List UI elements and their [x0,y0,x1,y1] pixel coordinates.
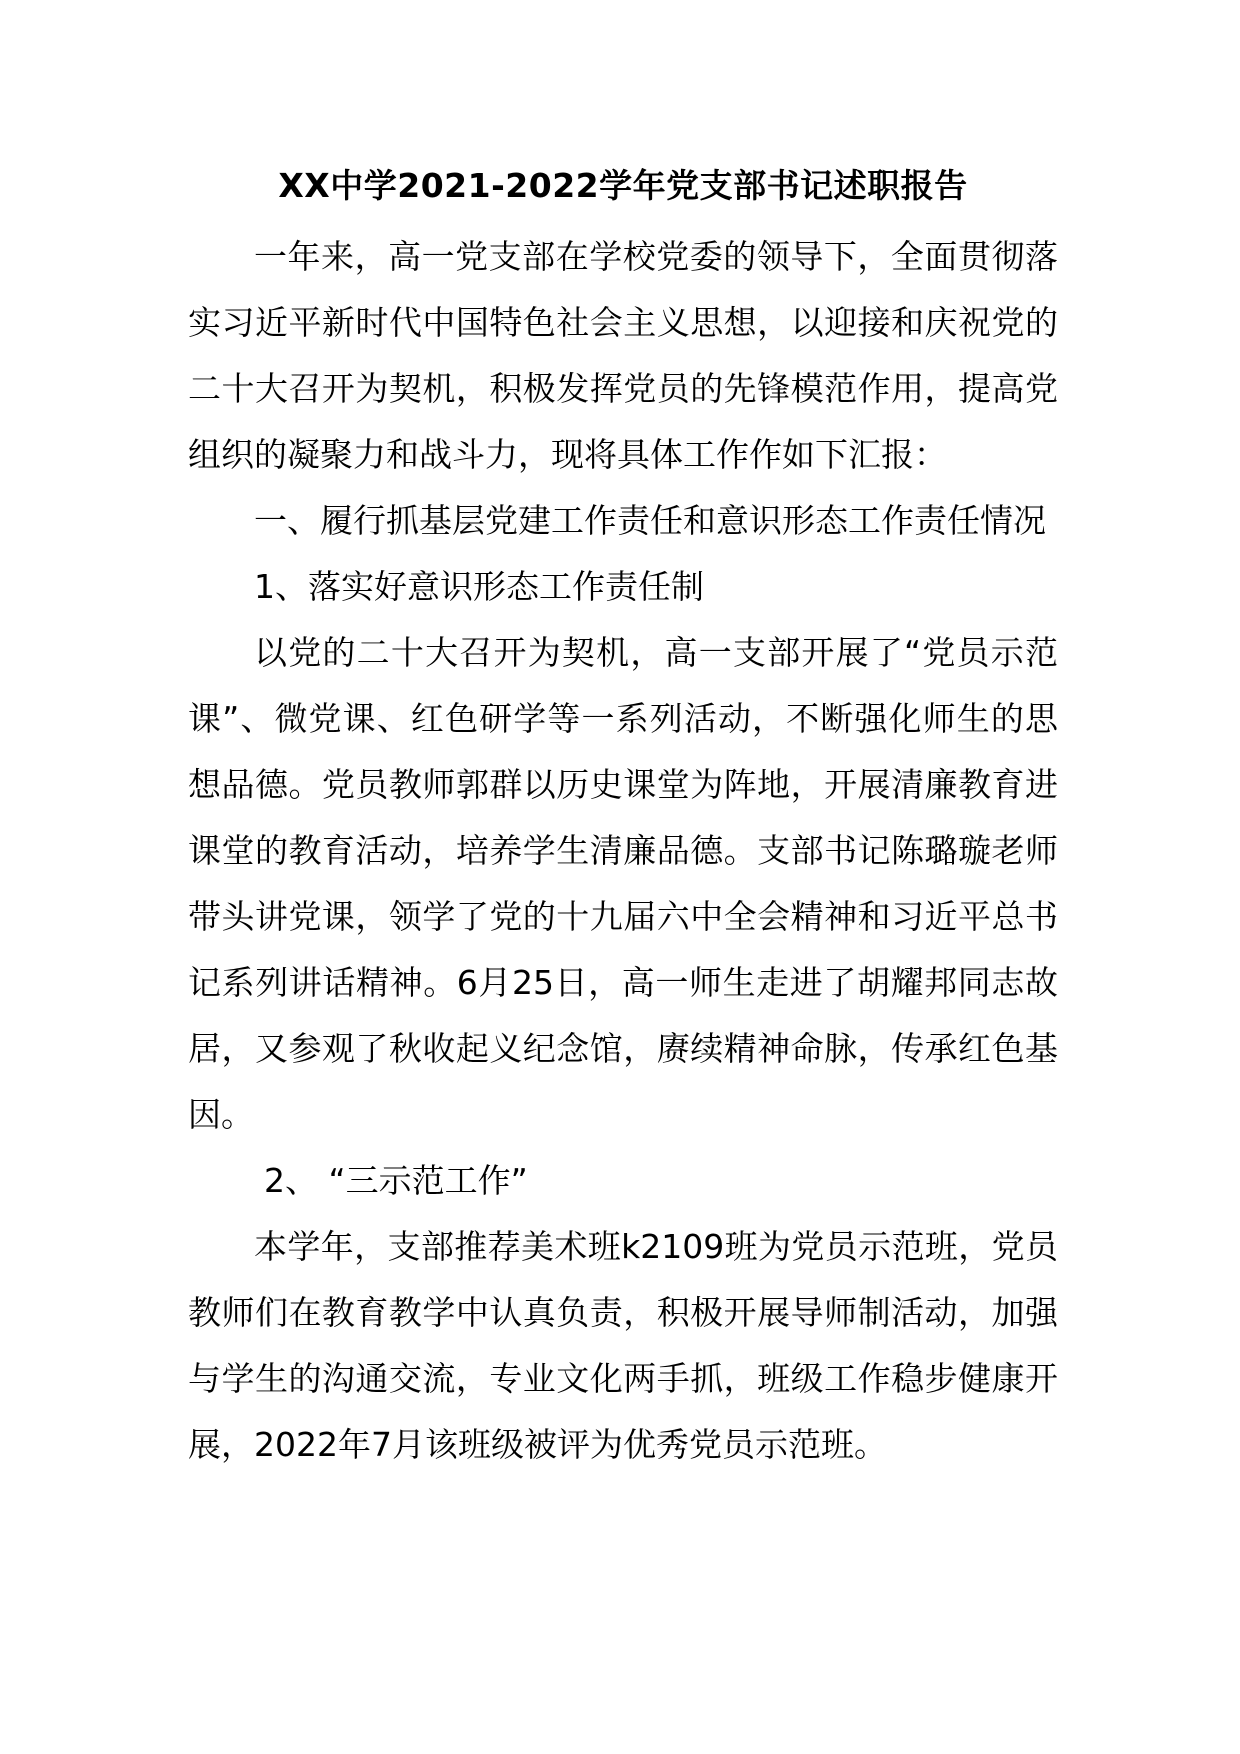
document-body [188,160,1058,1478]
body-paragraph-1: 以党的二十大召开为契机，高一支部开展了“党员示范课”、微党课、红色研学等一系列活动，不断强化师生的思想品德。党员教师郭群以历史课堂为阵地，开展清廉教育进课堂的教育活动，培养学生清廉品德。支部书记陈璐璇老师带头讲党课，领学了党的十九届六中全会精神和习近平总书记系列讲话精神。6月25日，高一师生走进了胡耀邦同志故居，又参观了秋收起义纪念馆，赓续精神命脉，传承红色基因。 [188,633,1058,1134]
subsection-heading-2: 2、 “三示范工作” [264,1161,528,1200]
section-heading-1: 一、履行抓基层党建工作责任和意识形态工作责任情况 [254,501,1046,540]
subsection-heading-1: 1、落实好意识形态工作责任制 [254,567,704,606]
document-title: XX中学2021-2022学年党支部书记述职报告 [278,166,968,205]
intro-paragraph: 一年来，高一党支部在学校党委的领导下，全面贯彻落实习近平新时代中国特色社会主义思想，以迎接和庆祝党的二十大召开为契机，积极发挥党员的先锋模范作用，提高党组织的凝聚力和战斗力，现将具体工作作如下汇报： [188,237,1058,474]
body-paragraph-2: 本学年，支部推荐美术班k2109班为党员示范班，党员教师们在教育教学中认真负责，积极开展导师制活动，加强与学生的沟通交流，专业文化两手抓，班级工作稳步健康开展，2022年7月该班级被评为优秀党员示范班。 [188,1227,1058,1464]
